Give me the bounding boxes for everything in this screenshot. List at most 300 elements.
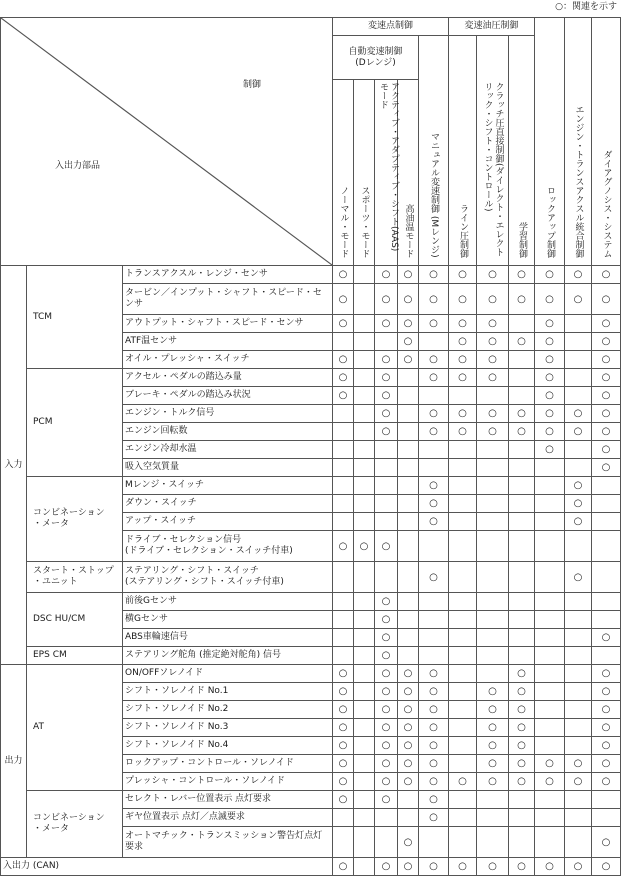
related-mark: ○ — [509, 284, 535, 315]
mark-cell — [375, 441, 398, 459]
mark-cell — [592, 611, 621, 629]
mark-cell — [333, 441, 354, 459]
mark-cell — [449, 477, 477, 495]
mark-cell — [333, 647, 354, 665]
mark-cell — [535, 737, 565, 755]
related-mark: ○ — [398, 827, 419, 858]
related-mark: ○ — [449, 284, 477, 315]
mark-cell — [509, 315, 535, 333]
related-mark: ○ — [419, 755, 449, 773]
mark-cell — [398, 562, 419, 593]
related-mark: ○ — [535, 405, 565, 423]
related-mark: ○ — [477, 719, 509, 737]
component-label: エンジン冷却水温 — [123, 441, 333, 459]
mark-cell — [398, 809, 419, 827]
related-mark: ○ — [592, 665, 621, 683]
mark-cell — [592, 791, 621, 809]
related-mark: ○ — [398, 755, 419, 773]
component-label: ドライブ・セレクション信号 (ドライブ・セレクション・スイッチ付車) — [123, 531, 333, 562]
mark-cell — [354, 405, 375, 423]
related-mark: ○ — [477, 423, 509, 441]
table-row — [1, 791, 621, 809]
legend-note: ○：関連を示す — [555, 2, 617, 12]
related-mark: ○ — [565, 513, 592, 531]
related-mark: ○ — [592, 737, 621, 755]
component-label: シフト・ソレノイド No.1 — [123, 683, 333, 701]
related-mark: ○ — [333, 791, 354, 809]
mark-cell — [592, 495, 621, 513]
table-row — [1, 477, 621, 495]
related-mark: ○ — [375, 665, 398, 683]
related-mark: ○ — [419, 562, 449, 593]
component-label: エンジン・トルク信号 — [123, 405, 333, 423]
mark-cell — [477, 647, 509, 665]
mark-cell — [354, 441, 375, 459]
table-row — [1, 562, 621, 593]
component-label: 吸入空気質量 — [123, 459, 333, 477]
mark-cell — [354, 719, 375, 737]
unit-name: TCM — [27, 266, 123, 369]
column-header-text: ダイアグノシス・システム — [601, 150, 612, 258]
related-mark: ○ — [477, 284, 509, 315]
mark-cell — [354, 791, 375, 809]
mark-cell — [354, 593, 375, 611]
related-mark: ○ — [449, 858, 477, 876]
related-mark: ○ — [509, 773, 535, 791]
io-parts-label: 入出力部品 — [55, 161, 101, 171]
related-mark: ○ — [565, 858, 592, 876]
component-label: シフト・ソレノイド No.2 — [123, 701, 333, 719]
related-mark: ○ — [398, 719, 419, 737]
related-mark: ○ — [375, 369, 398, 387]
related-mark: ○ — [333, 773, 354, 791]
related-mark: ○ — [375, 701, 398, 719]
mark-cell — [354, 387, 375, 405]
mark-cell — [565, 791, 592, 809]
mark-cell — [354, 423, 375, 441]
related-mark: ○ — [333, 755, 354, 773]
related-mark: ○ — [509, 405, 535, 423]
mark-cell — [535, 809, 565, 827]
related-mark: ○ — [333, 315, 354, 333]
mark-cell — [398, 647, 419, 665]
related-mark: ○ — [509, 423, 535, 441]
auto-shift-control-header: 自動変速制御 (Dレンジ) — [333, 36, 419, 80]
related-mark: ○ — [535, 284, 565, 315]
related-mark: ○ — [419, 284, 449, 315]
can-row — [1, 858, 621, 876]
mark-cell — [449, 719, 477, 737]
mark-cell — [565, 459, 592, 477]
related-mark: ○ — [509, 683, 535, 701]
mark-cell — [354, 611, 375, 629]
mark-cell — [354, 513, 375, 531]
mark-cell — [449, 562, 477, 593]
mark-cell — [477, 441, 509, 459]
related-mark: ○ — [509, 755, 535, 773]
component-label: ギヤ位置表示 点灯／点滅要求 — [123, 809, 333, 827]
mark-cell — [333, 405, 354, 423]
mark-cell — [354, 459, 375, 477]
mark-cell — [333, 513, 354, 531]
related-mark: ○ — [375, 858, 398, 876]
related-mark: ○ — [477, 858, 509, 876]
related-mark: ○ — [375, 737, 398, 755]
mark-cell — [354, 351, 375, 369]
related-mark: ○ — [333, 284, 354, 315]
mark-cell — [592, 562, 621, 593]
mark-cell — [354, 683, 375, 701]
related-mark: ○ — [592, 351, 621, 369]
related-mark: ○ — [565, 562, 592, 593]
mark-cell — [565, 315, 592, 333]
mark-cell — [477, 665, 509, 683]
component-label: Mレンジ・スイッチ — [123, 477, 333, 495]
mark-cell — [398, 495, 419, 513]
mark-cell — [565, 827, 592, 858]
mark-cell — [354, 755, 375, 773]
related-mark: ○ — [333, 387, 354, 405]
related-mark: ○ — [398, 665, 419, 683]
mark-cell — [565, 351, 592, 369]
shift-point-control-header: 変速点制御 — [333, 18, 449, 36]
mark-cell — [398, 459, 419, 477]
mark-cell — [354, 858, 375, 876]
related-mark: ○ — [419, 369, 449, 387]
component-label: プレッシャ・コントロール・ソレノイド — [123, 773, 333, 791]
mark-cell — [354, 827, 375, 858]
mark-cell — [354, 477, 375, 495]
related-mark: ○ — [419, 858, 449, 876]
related-mark: ○ — [535, 333, 565, 351]
unit-name: EPS CM — [27, 647, 123, 665]
mark-cell — [449, 647, 477, 665]
related-mark: ○ — [592, 858, 621, 876]
column-header-text: ノーマル・モード — [338, 186, 349, 258]
column-header — [354, 80, 375, 266]
related-mark: ○ — [592, 423, 621, 441]
mark-cell — [477, 562, 509, 593]
mark-cell — [565, 647, 592, 665]
mark-cell — [354, 701, 375, 719]
control-label: 制御 — [243, 80, 262, 90]
mark-cell — [509, 647, 535, 665]
column-header-text: ロックアップ制御 — [545, 186, 556, 258]
related-mark: ○ — [449, 266, 477, 284]
mark-cell — [535, 531, 565, 562]
mark-cell — [354, 647, 375, 665]
related-mark: ○ — [398, 266, 419, 284]
mark-cell — [354, 333, 375, 351]
mark-cell — [509, 562, 535, 593]
column-header-text: ライン圧制御 — [458, 204, 469, 258]
mark-cell — [333, 611, 354, 629]
related-mark: ○ — [398, 284, 419, 315]
mark-cell — [565, 369, 592, 387]
mark-cell — [333, 827, 354, 858]
related-mark: ○ — [419, 315, 449, 333]
mark-cell — [477, 531, 509, 562]
related-mark: ○ — [477, 333, 509, 351]
mark-cell — [419, 333, 449, 351]
mark-cell — [535, 701, 565, 719]
mark-cell — [509, 827, 535, 858]
mark-cell — [449, 737, 477, 755]
related-mark: ○ — [333, 351, 354, 369]
component-label: ブレーキ・ペダルの踏込み状況 — [123, 387, 333, 405]
mark-cell — [449, 791, 477, 809]
mark-cell — [509, 593, 535, 611]
related-mark: ○ — [375, 629, 398, 647]
related-mark: ○ — [419, 737, 449, 755]
related-mark: ○ — [375, 423, 398, 441]
related-mark: ○ — [592, 629, 621, 647]
mark-cell — [535, 683, 565, 701]
related-mark: ○ — [509, 665, 535, 683]
mark-cell — [565, 719, 592, 737]
mark-cell — [565, 629, 592, 647]
mark-cell — [565, 531, 592, 562]
table-row — [1, 266, 621, 284]
related-mark: ○ — [565, 423, 592, 441]
mark-cell — [333, 477, 354, 495]
mark-cell — [419, 387, 449, 405]
mark-cell — [333, 423, 354, 441]
related-mark: ○ — [509, 858, 535, 876]
mark-cell — [333, 809, 354, 827]
related-mark: ○ — [419, 266, 449, 284]
related-mark: ○ — [449, 315, 477, 333]
mark-cell — [375, 562, 398, 593]
mark-cell — [449, 531, 477, 562]
related-mark: ○ — [592, 827, 621, 858]
related-mark: ○ — [535, 369, 565, 387]
mark-cell — [375, 495, 398, 513]
mark-cell — [565, 441, 592, 459]
mark-cell — [477, 477, 509, 495]
related-mark: ○ — [592, 773, 621, 791]
related-mark: ○ — [565, 773, 592, 791]
mark-cell — [477, 495, 509, 513]
related-mark: ○ — [592, 755, 621, 773]
related-mark: ○ — [535, 755, 565, 773]
related-mark: ○ — [449, 351, 477, 369]
mark-cell — [509, 441, 535, 459]
mark-cell — [354, 665, 375, 683]
component-label: ATF温センサ — [123, 333, 333, 351]
mark-cell — [375, 827, 398, 858]
component-label: 前後Gセンサ — [123, 593, 333, 611]
mark-cell — [354, 562, 375, 593]
unit-name: PCM — [27, 369, 123, 477]
column-header — [419, 36, 449, 266]
related-mark: ○ — [592, 315, 621, 333]
column-header — [398, 80, 419, 266]
related-mark: ○ — [419, 351, 449, 369]
related-mark: ○ — [333, 665, 354, 683]
related-mark: ○ — [535, 315, 565, 333]
mark-cell — [449, 387, 477, 405]
component-label: ステアリング舵角 (推定絶対舵角) 信号 — [123, 647, 333, 665]
related-mark: ○ — [477, 315, 509, 333]
related-mark: ○ — [398, 773, 419, 791]
mark-cell — [419, 593, 449, 611]
mark-cell — [535, 459, 565, 477]
mark-cell — [398, 593, 419, 611]
mark-cell — [333, 459, 354, 477]
related-mark: ○ — [333, 266, 354, 284]
related-mark: ○ — [375, 387, 398, 405]
mark-cell — [398, 423, 419, 441]
related-mark: ○ — [375, 266, 398, 284]
related-mark: ○ — [592, 441, 621, 459]
mark-cell — [535, 665, 565, 683]
mark-cell — [509, 611, 535, 629]
related-mark: ○ — [535, 387, 565, 405]
related-mark: ○ — [449, 405, 477, 423]
related-mark: ○ — [592, 459, 621, 477]
unit-name: コンビネーション ・メータ — [27, 477, 123, 562]
related-mark: ○ — [419, 513, 449, 531]
mark-cell — [509, 809, 535, 827]
mark-cell — [535, 513, 565, 531]
column-header — [565, 18, 592, 266]
related-mark: ○ — [449, 369, 477, 387]
mark-cell — [449, 683, 477, 701]
mark-cell — [333, 495, 354, 513]
component-label: セレクト・レバー位置表示 点灯要求 — [123, 791, 333, 809]
unit-name: コンビネーション ・メータ — [27, 791, 123, 858]
related-mark: ○ — [449, 423, 477, 441]
related-mark: ○ — [375, 683, 398, 701]
mark-cell — [333, 562, 354, 593]
related-mark: ○ — [535, 351, 565, 369]
column-header-text: クラッチ圧直接制御(ダイレクト・エレクトリック・シフト・コントロール) — [482, 82, 504, 257]
component-label: 横Gセンサ — [123, 611, 333, 629]
related-mark: ○ — [509, 701, 535, 719]
mark-cell — [477, 513, 509, 531]
related-mark: ○ — [565, 266, 592, 284]
mark-cell — [419, 647, 449, 665]
related-mark: ○ — [565, 495, 592, 513]
component-label: トランスアクスル・レンジ・センサ — [123, 266, 333, 284]
mark-cell — [565, 665, 592, 683]
mark-cell — [565, 333, 592, 351]
related-mark: ○ — [449, 333, 477, 351]
related-mark: ○ — [419, 701, 449, 719]
related-mark: ○ — [449, 773, 477, 791]
related-mark: ○ — [592, 284, 621, 315]
column-header — [333, 80, 354, 266]
mark-cell — [535, 827, 565, 858]
related-mark: ○ — [375, 284, 398, 315]
component-label: ロックアップ・コントロール・ソレノイド — [123, 755, 333, 773]
mark-cell — [398, 387, 419, 405]
mark-cell — [477, 387, 509, 405]
component-label: アウトプット・シャフト・スピード・センサ — [123, 315, 333, 333]
mark-cell — [398, 513, 419, 531]
mark-cell — [535, 611, 565, 629]
table-row — [1, 593, 621, 611]
related-mark: ○ — [375, 791, 398, 809]
shift-pressure-control-header: 変速油圧制御 — [449, 18, 535, 36]
mark-cell — [375, 809, 398, 827]
mark-cell — [592, 513, 621, 531]
mark-cell — [535, 647, 565, 665]
mark-cell — [354, 266, 375, 284]
mark-cell — [565, 387, 592, 405]
related-mark: ○ — [333, 701, 354, 719]
related-mark: ○ — [398, 315, 419, 333]
related-mark: ○ — [477, 755, 509, 773]
related-mark: ○ — [419, 791, 449, 809]
table-row — [1, 369, 621, 387]
mark-cell — [398, 441, 419, 459]
mark-cell — [354, 284, 375, 315]
related-mark: ○ — [333, 531, 354, 562]
related-mark: ○ — [565, 405, 592, 423]
related-mark: ○ — [375, 647, 398, 665]
related-mark: ○ — [375, 351, 398, 369]
component-label: アップ・スイッチ — [123, 513, 333, 531]
column-header — [592, 18, 621, 266]
mark-cell — [565, 683, 592, 701]
component-label: エンジン回転数 — [123, 423, 333, 441]
corner-cell — [1, 18, 333, 266]
related-mark: ○ — [398, 333, 419, 351]
mark-cell — [449, 755, 477, 773]
mark-cell — [509, 351, 535, 369]
mark-cell — [333, 333, 354, 351]
related-mark: ○ — [535, 266, 565, 284]
mark-cell — [419, 459, 449, 477]
related-mark: ○ — [375, 773, 398, 791]
mark-cell — [509, 495, 535, 513]
mark-cell — [592, 647, 621, 665]
related-mark: ○ — [535, 441, 565, 459]
related-mark: ○ — [419, 773, 449, 791]
related-mark: ○ — [509, 719, 535, 737]
mark-cell — [375, 477, 398, 495]
column-header — [509, 36, 535, 266]
column-header — [477, 36, 509, 266]
component-label: アクセル・ペダルの踏込み量 — [123, 369, 333, 387]
mark-cell — [509, 513, 535, 531]
io-control-matrix — [0, 17, 621, 876]
related-mark: ○ — [477, 701, 509, 719]
related-mark: ○ — [375, 719, 398, 737]
mark-cell — [398, 369, 419, 387]
mark-cell — [375, 513, 398, 531]
mark-cell — [375, 459, 398, 477]
column-header — [449, 36, 477, 266]
mark-cell — [565, 737, 592, 755]
related-mark: ○ — [333, 719, 354, 737]
mark-cell — [449, 513, 477, 531]
component-label: タービン／インプット・シャフト・スピード・センサ — [123, 284, 333, 315]
mark-cell — [449, 611, 477, 629]
mark-cell — [509, 387, 535, 405]
mark-cell — [398, 531, 419, 562]
related-mark: ○ — [477, 266, 509, 284]
mark-cell — [509, 459, 535, 477]
mark-cell — [419, 827, 449, 858]
mark-cell — [398, 405, 419, 423]
component-label: ステアリング・シフト・スイッチ (ステアリング・シフト・スイッチ付車) — [123, 562, 333, 593]
related-mark: ○ — [419, 423, 449, 441]
mark-cell — [535, 562, 565, 593]
mark-cell — [592, 593, 621, 611]
